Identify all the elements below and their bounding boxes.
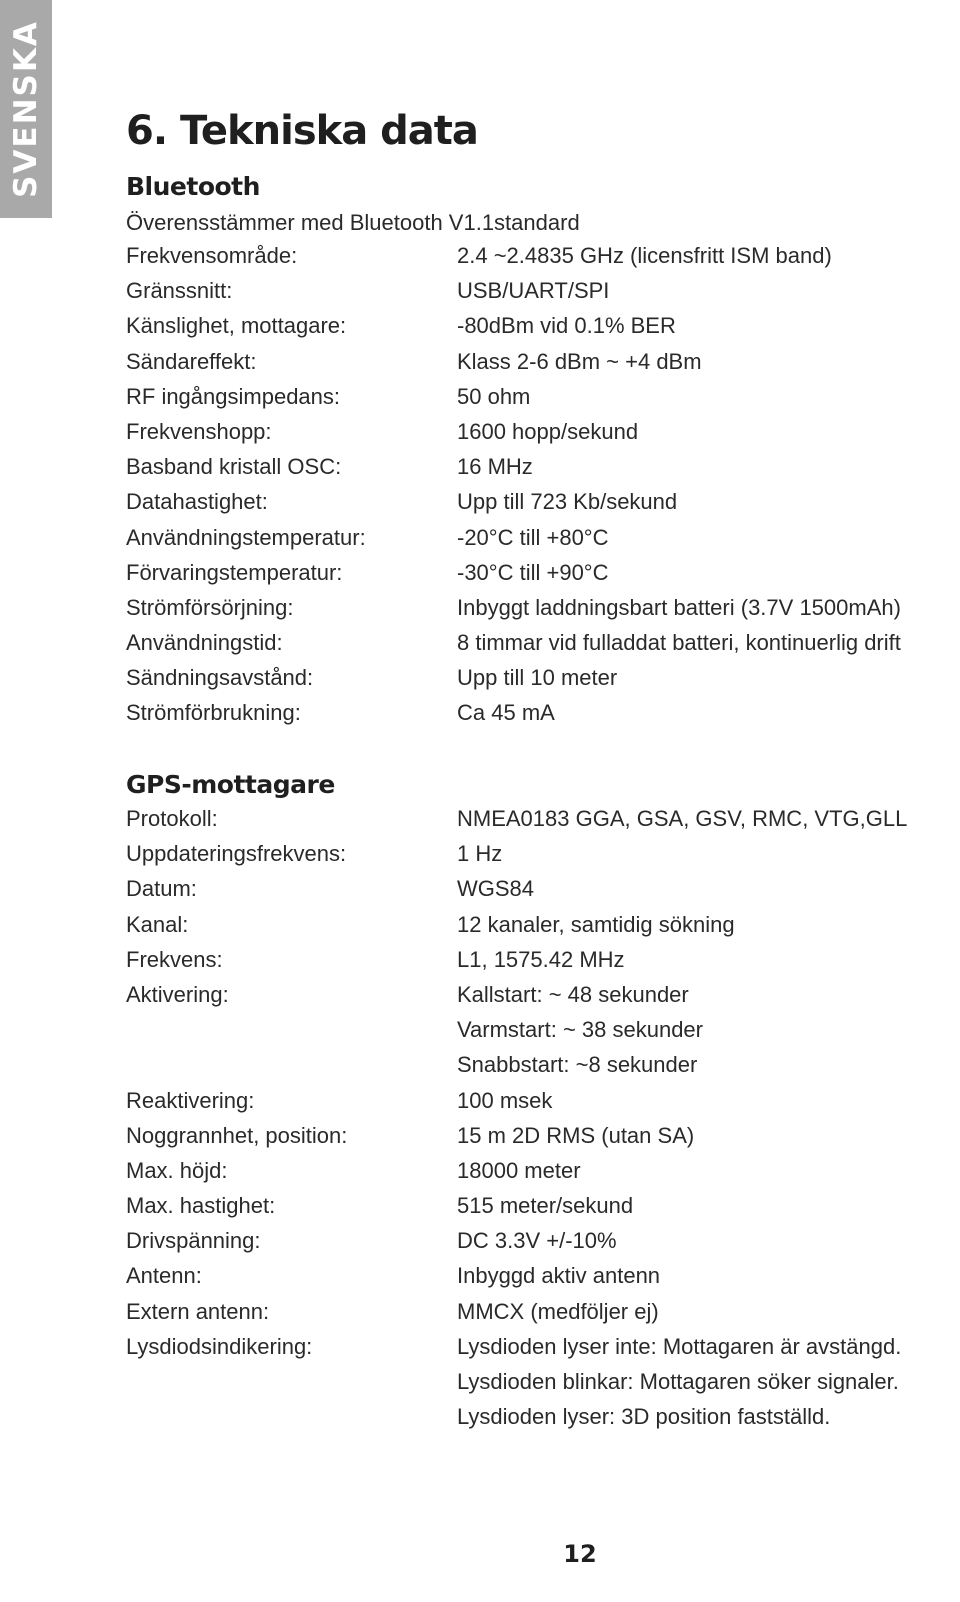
spec-value: Lysdioden lyser inte: Mottagaren är avstängd.: [457, 1333, 902, 1359]
spec-value: USB/UART/SPI: [457, 278, 610, 304]
spec-row: [0, 630, 960, 665]
spec-label: Sändningsavstånd:: [126, 665, 314, 691]
spec-row: [0, 1193, 960, 1228]
spec-value: Varmstart: ~ 38 sekunder: [457, 1017, 703, 1043]
spec-value: NMEA0183 GGA, GSA, GSV, RMC, VTG,GLL: [457, 806, 908, 831]
spec-row: [0, 806, 960, 841]
spec-label: Uppdateringsfrekvens:: [126, 841, 347, 867]
bluetooth-spec-list: [0, 243, 960, 736]
spec-row: [0, 454, 960, 489]
spec-value: -20°C till +80°C: [457, 524, 609, 550]
spec-row: [0, 1263, 960, 1298]
spec-value: Inbyggd aktiv antenn: [457, 1263, 661, 1289]
spec-label: Sändareffekt:: [126, 348, 257, 374]
spec-row: [0, 876, 960, 911]
spec-label: Frekvens:: [126, 946, 223, 972]
language-label: SVENSKA: [8, 20, 44, 198]
language-side-tab: [0, 0, 52, 218]
spec-row: [0, 1228, 960, 1263]
spec-value: Ca 45 mA: [457, 700, 555, 726]
spec-row: [0, 841, 960, 876]
spec-row: [0, 384, 960, 419]
spec-value: WGS84: [457, 876, 535, 902]
page-number: 12: [563, 1540, 597, 1568]
spec-label: Strömförsörjning:: [126, 594, 294, 620]
spec-row: [0, 1299, 960, 1334]
spec-value: 8 timmar vid fulladdat batteri, kontinuerlig drift: [457, 630, 901, 656]
spec-value: MMCX (medföljer ej): [457, 1298, 659, 1324]
spec-label: Max. höjd:: [126, 1157, 228, 1183]
spec-row: [0, 1052, 960, 1087]
spec-row: [0, 419, 960, 454]
spec-row: [0, 947, 960, 982]
spec-label: Användningstemperatur:: [126, 524, 366, 550]
spec-row: [0, 1334, 960, 1369]
spec-value: 16 MHz: [457, 454, 533, 480]
spec-label: Förvaringstemperatur:: [126, 559, 343, 585]
spec-label: Datum:: [126, 876, 197, 902]
spec-row: [0, 560, 960, 595]
spec-row: [0, 525, 960, 560]
spec-label: Drivspänning:: [126, 1228, 261, 1254]
spec-label: Basband kristall OSC:: [126, 454, 342, 480]
spec-value: Inbyggt laddningsbart batteri (3.7V 1500mAh): [457, 594, 901, 620]
bluetooth-heading: Bluetooth: [126, 172, 260, 201]
spec-row: [0, 1123, 960, 1158]
spec-row: [0, 1088, 960, 1123]
spec-row: [0, 595, 960, 630]
spec-value: Lysdioden lyser: 3D position fastställd.: [457, 1404, 831, 1430]
spec-label: Gränssnitt:: [126, 278, 233, 304]
spec-row: [0, 665, 960, 700]
spec-row: [0, 1017, 960, 1052]
spec-row: [0, 912, 960, 947]
spec-value: -80dBm vid 0.1% BER: [457, 313, 676, 339]
spec-row: [0, 1158, 960, 1193]
spec-value: Upp till 723 Kb/sekund: [457, 489, 678, 515]
spec-value: 18000 meter: [457, 1157, 581, 1183]
spec-label: Datahastighet:: [126, 489, 268, 515]
spec-value: 1 Hz: [457, 841, 503, 867]
spec-row: [0, 278, 960, 313]
spec-label: Extern antenn:: [126, 1298, 270, 1324]
spec-value: Snabbstart: ~8 sekunder: [457, 1052, 698, 1078]
spec-label: Protokoll:: [126, 806, 218, 831]
spec-value: L1, 1575.42 MHz: [457, 946, 625, 972]
spec-value: 12 kanaler, samtidig sökning: [457, 911, 735, 937]
spec-value: Klass 2-6 dBm ~ +4 dBm: [457, 348, 702, 374]
spec-value: 1600 hopp/sekund: [457, 418, 639, 444]
spec-row: [0, 243, 960, 278]
spec-row: [0, 982, 960, 1017]
spec-label: Lysdiodsindikering:: [126, 1333, 313, 1359]
spec-row: [0, 349, 960, 384]
spec-value: 15 m 2D RMS (utan SA): [457, 1122, 695, 1148]
spec-value: -30°C till +90°C: [457, 559, 609, 585]
spec-label: Reaktivering:: [126, 1087, 255, 1113]
spec-row: [0, 1404, 960, 1439]
gps-spec-list: [0, 806, 960, 1439]
spec-value: Upp till 10 meter: [457, 665, 618, 691]
bluetooth-intro: Överensstämmer med Bluetooth V1.1standard: [126, 210, 580, 235]
spec-value: 50 ohm: [457, 383, 531, 409]
spec-label: Frekvensområde:: [126, 243, 298, 268]
spec-label: Max. hastighet:: [126, 1193, 276, 1219]
spec-label: RF ingångsimpedans:: [126, 383, 341, 409]
spec-value: Kallstart: ~ 48 sekunder: [457, 981, 689, 1007]
gps-heading: GPS-mottagare: [126, 770, 335, 799]
spec-label: Noggrannhet, position:: [126, 1122, 348, 1148]
spec-row: [0, 700, 960, 735]
spec-label: Frekvenshopp:: [126, 418, 272, 444]
spec-value: DC 3.3V +/-10%: [457, 1228, 617, 1254]
spec-value: 100 msek: [457, 1087, 553, 1113]
spec-row: [0, 313, 960, 348]
spec-value: 515 meter/sekund: [457, 1193, 634, 1219]
spec-value: Lysdioden blinkar: Mottagaren söker signaler.: [457, 1369, 899, 1394]
spec-row: [0, 1369, 960, 1404]
spec-label: Aktivering:: [126, 981, 229, 1007]
spec-label: Känslighet, mottagare:: [126, 313, 347, 339]
page-title: 6. Tekniska data: [126, 108, 478, 154]
spec-label: Kanal:: [126, 911, 189, 937]
spec-label: Användningstid:: [126, 630, 283, 656]
spec-label: Antenn:: [126, 1263, 202, 1289]
spec-value: 2.4 ~2.4835 GHz (licensfritt ISM band): [457, 243, 832, 268]
spec-row: [0, 489, 960, 524]
spec-label: Strömförbrukning:: [126, 700, 301, 726]
